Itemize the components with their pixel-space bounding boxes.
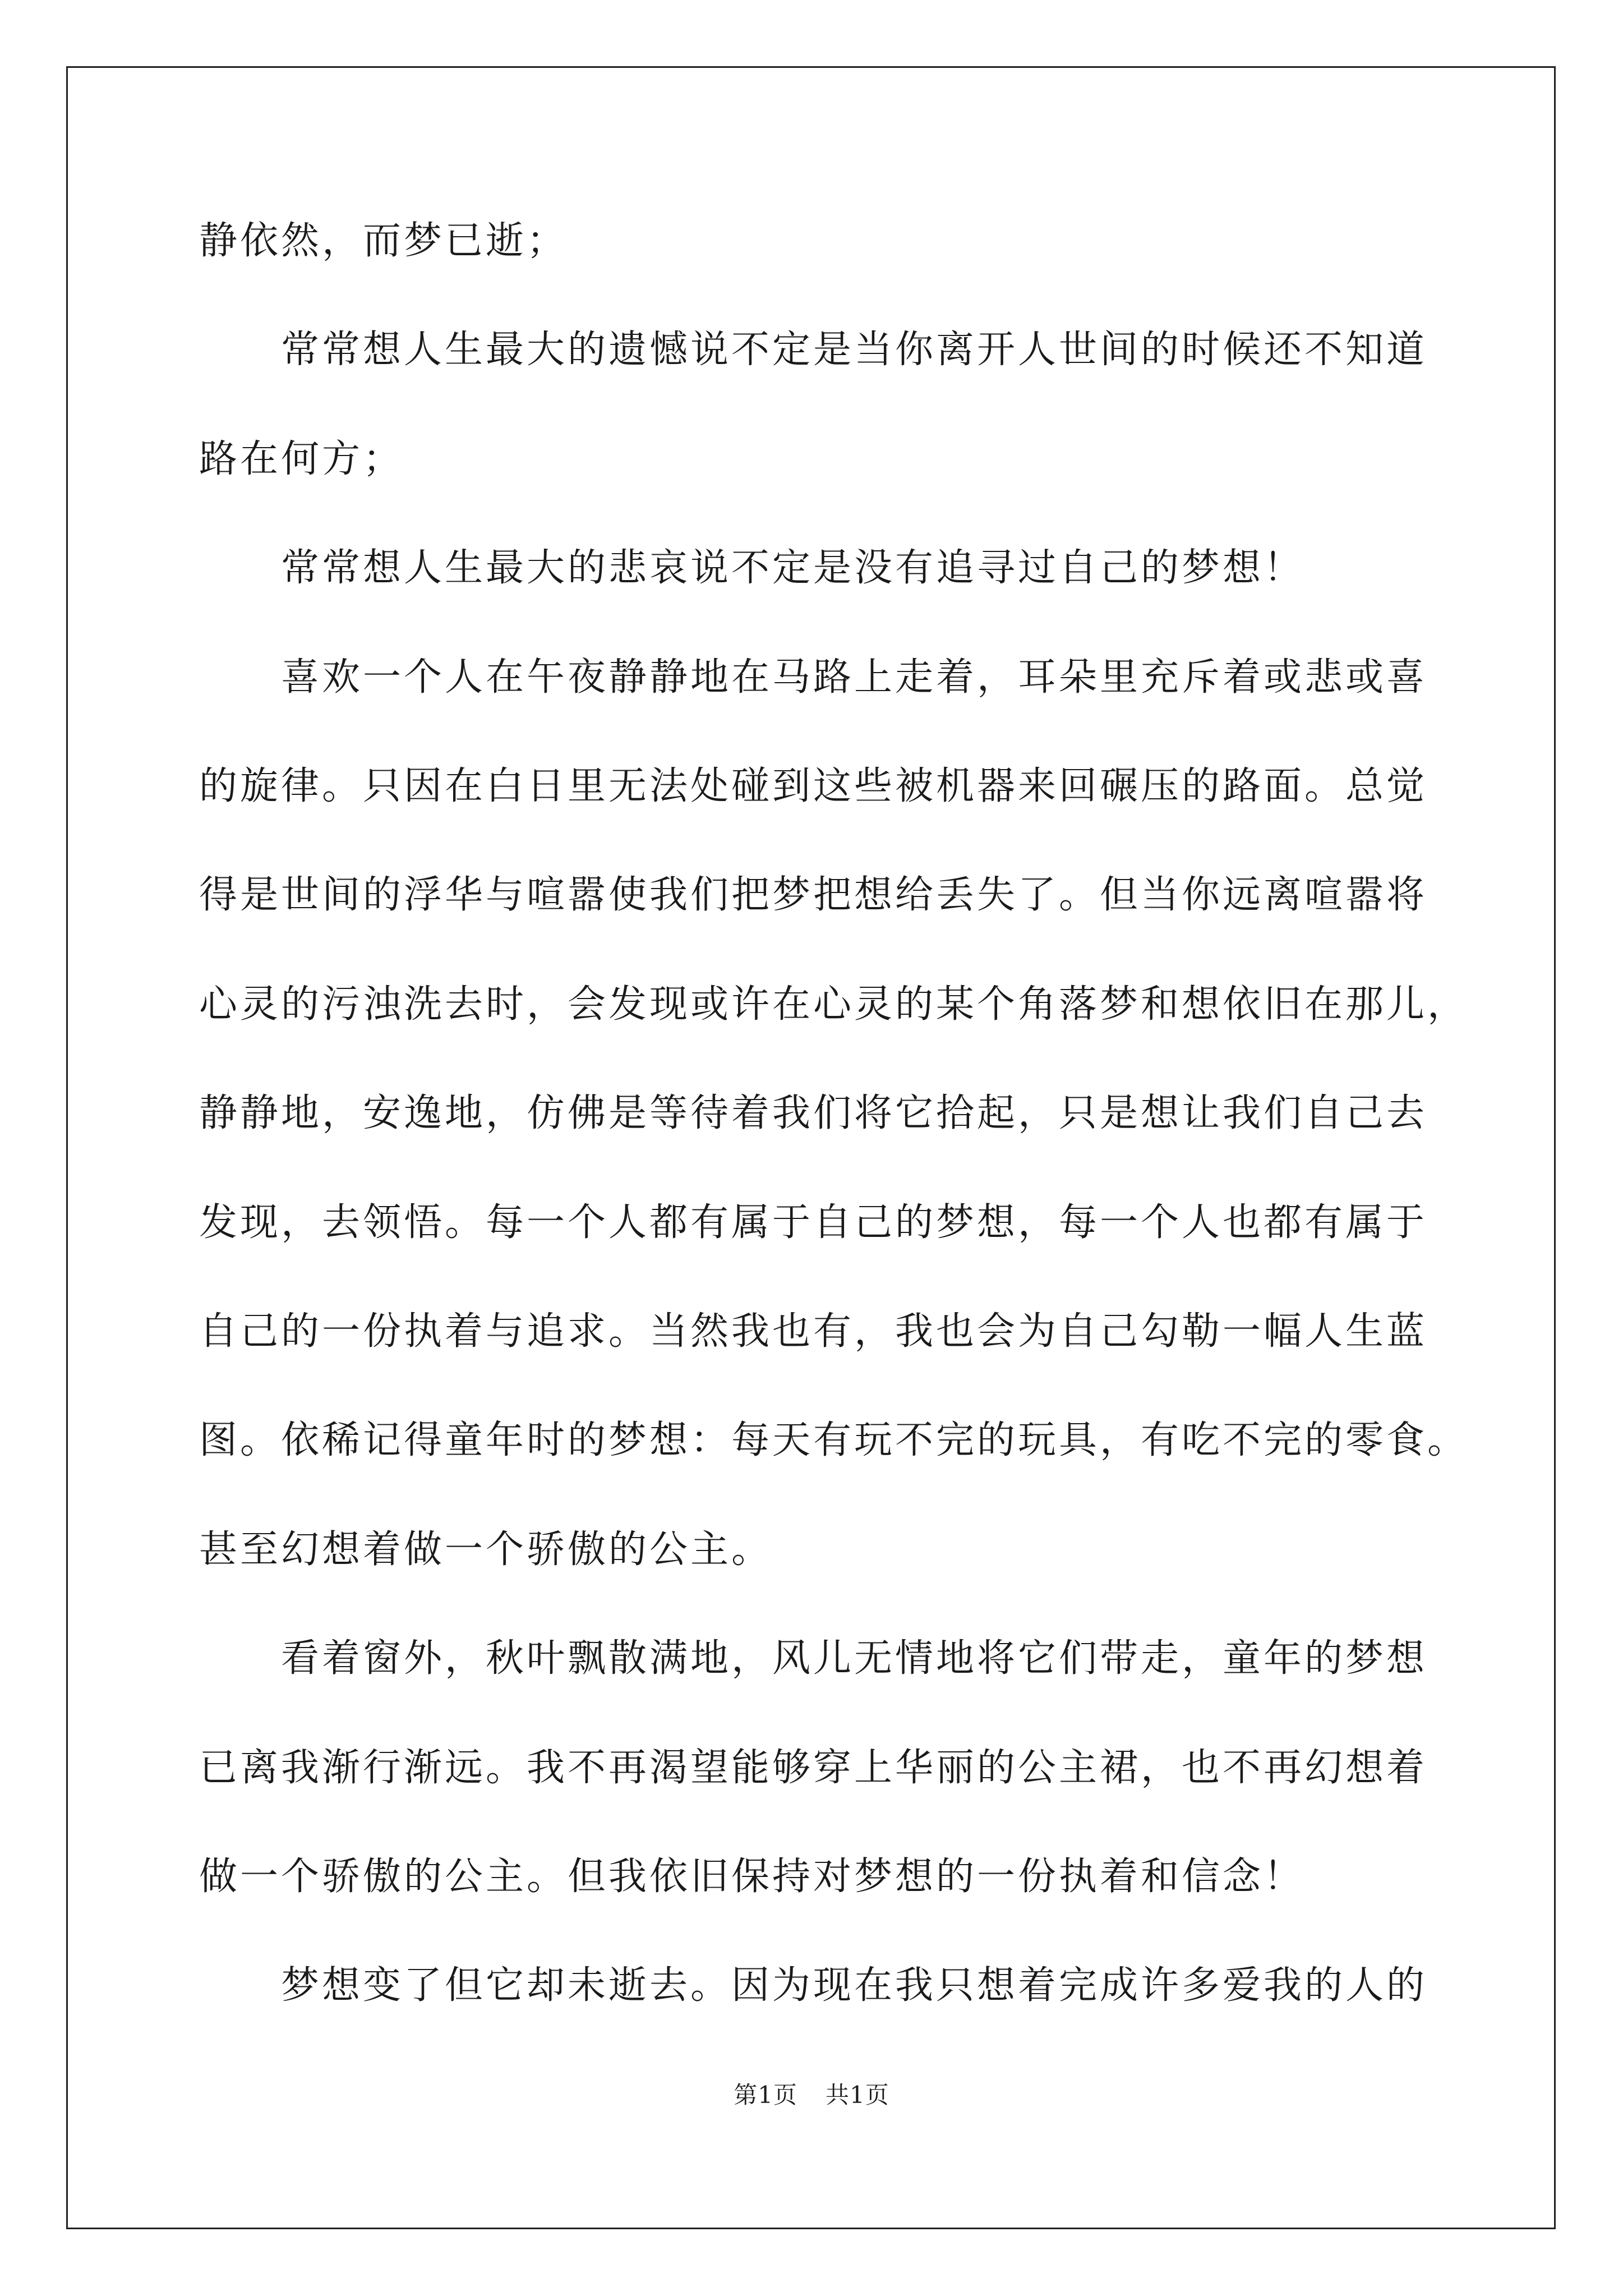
text-line: 静静地，安逸地，仿佛是等待着我们将它拾起，只是想让我们自己去	[199, 1091, 1428, 1135]
text-line: 做一个骄傲的公主。但我依旧保持对梦想的一份执着和信念！	[199, 1855, 1305, 1899]
text-line: 看着窗外，秋叶飘散满地，风儿无情地将它们带走，童年的梦想	[281, 1636, 1428, 1681]
text-line: 的旋律。只因在白日里无法处碰到这些被机器来回碾压的路面。总觉	[199, 764, 1428, 808]
text-line: 喜欢一个人在午夜静静地在马路上走着，耳朵里充斥着或悲或喜	[281, 655, 1428, 700]
text-line: 常常想人生最大的遗憾说不定是当你离开人世间的时候还不知道	[281, 328, 1428, 372]
text-line: 心灵的污浊洗去时，会发现或许在心灵的某个角落梦和想依旧在那儿，	[199, 982, 1469, 1027]
text-line: 常常想人生最大的悲哀说不定是没有追寻过自己的梦想！	[281, 546, 1305, 590]
text-line: 路在何方；	[199, 437, 404, 481]
text-line: 甚至幻想着做一个骄傲的公主。	[199, 1527, 773, 1572]
text-line: 得是世间的浮华与喧嚣使我们把梦把想给丢失了。但当你远离喧嚣将	[199, 873, 1428, 917]
text-line: 图。依稀记得童年时的梦想：每天有玩不完的玩具，有吃不完的零食。	[199, 1418, 1469, 1462]
page-total: 共1页	[826, 2081, 889, 2109]
text-line: 已离我渐行渐远。我不再渴望能够穿上华丽的公主裙，也不再幻想着	[199, 1746, 1428, 1790]
text-line: 静依然，而梦已逝；	[199, 219, 568, 263]
text-line: 梦想变了但它却未逝去。因为现在我只想着完成许多爱我的人的	[281, 1963, 1428, 2008]
page-number: 第1页	[734, 2081, 797, 2109]
text-line: 自己的一份执着与追求。当然我也有，我也会为自己勾勒一幅人生蓝	[199, 1309, 1428, 1354]
text-line: 发现，去领悟。每一个人都有属于自己的梦想，每一个人也都有属于	[199, 1200, 1428, 1245]
page-footer	[0, 2078, 1623, 2112]
